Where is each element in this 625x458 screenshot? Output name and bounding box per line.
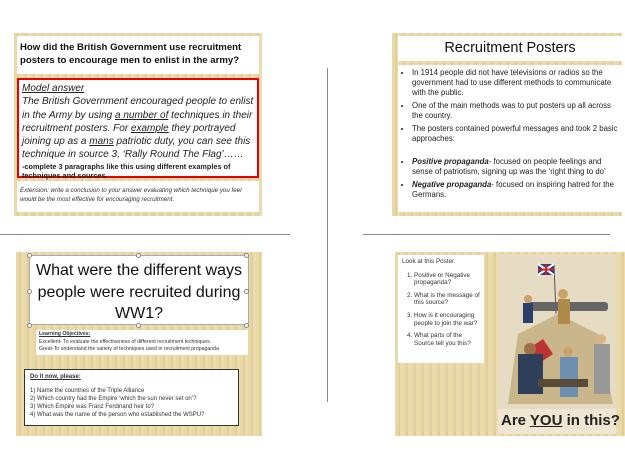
poster-questions <box>398 255 484 363</box>
resize-handle[interactable] <box>27 289 32 294</box>
horizontal-divider-right <box>363 234 610 235</box>
model-answer-instruction: -complete 3 paragraphs like this using different examples of techniques and sources. <box>22 161 231 180</box>
do-now-box <box>24 369 239 426</box>
resize-handle[interactable] <box>136 253 141 258</box>
objective-item: Excellent- To evaluate the effectiveness of different recruitment techniques. <box>39 338 212 345</box>
resize-handle[interactable] <box>244 289 249 294</box>
question-item: 2) Which country had the Empire ‘which the sun never set on’? <box>30 396 197 402</box>
bullet-list <box>398 65 622 212</box>
learning-objectives <box>36 330 248 355</box>
ww1-poster-image <box>498 254 616 434</box>
bullet-item-negative: • Negative propaganda- focused on inspiring hatred for the Germans. <box>412 180 620 200</box>
bullet-item-positive: • Positive propaganda- focused on people feelings and sense of patriotism, signing up was the ‘right thing to do’ <box>412 157 620 177</box>
resize-handle[interactable] <box>136 323 141 328</box>
resize-handle[interactable] <box>244 323 249 328</box>
question-item: 3) Which Empire was Franz Ferdinand heir to? <box>30 404 155 410</box>
resize-handle[interactable] <box>244 253 249 258</box>
do-now-heading: Do it now, please: <box>30 374 81 380</box>
poster-intro: Look at this Poster. <box>402 258 456 265</box>
objective-item: Great-To understand the variety of techniques used in recruitment propaganda <box>39 346 219 352</box>
bullet-item: • In 1914 people did not have televisions or radios so the government had to use different methods to communicate with the public. <box>412 68 620 98</box>
model-answer-heading: Model answer <box>22 83 85 94</box>
question-item: 1. Positive or Negative propaganda? <box>414 272 480 287</box>
poster-slogan: Are YOU in this? <box>501 412 620 429</box>
vertical-divider <box>327 68 328 402</box>
question-item: 4. What parts of the Source tell you this? <box>414 332 480 347</box>
slide-title-selected[interactable]: What were the different ways people were recruited during WW1? <box>29 255 249 325</box>
model-answer-box <box>17 78 259 178</box>
horizontal-divider-left <box>0 234 290 235</box>
slide-question: How did the British Government use recruitment posters to encourage men to enlist in the army? <box>17 36 259 74</box>
slide-title: Recruitment Posters <box>398 36 622 61</box>
question-item: 4) What was the name of the person who established the WSPU? <box>30 412 205 418</box>
question-item: 1) Name the countries of the Triple Alliance <box>30 388 145 394</box>
model-answer-text: The British Government encouraged people to enlist in the Army by using a number of techniques in their recruitment posters. For example they portrayed joining up as a mans patriotic duty, you can see this technique in source 3, ‘Rally Round The Flag’…… <box>22 96 254 161</box>
resize-handle[interactable] <box>27 323 32 328</box>
extension-task: Extension: write a conclusion to your answer evaluating which technique you feel would be the most effective for encouraging recruitment. <box>17 181 259 212</box>
slide-thumbnail-recruitment-posters[interactable] <box>392 33 622 216</box>
slide-thumbnail-poster[interactable] <box>395 252 625 436</box>
objectives-heading: Learning Objectives: <box>39 331 91 337</box>
slide-thumbnail-recruitment-ways[interactable] <box>16 252 262 436</box>
resize-handle[interactable] <box>27 253 32 258</box>
question-item: 2. What is the message of this source? <box>414 292 480 307</box>
bullet-item: • One of the main methods was to put posters up all across the country. <box>412 101 620 121</box>
question-item: 3. How is it encouraging people to join the war? <box>414 312 480 327</box>
slide-thumbnail-model-answer[interactable] <box>14 33 262 216</box>
bullet-item: • The posters contained powerful messages and took 2 basic approaches: <box>412 124 620 144</box>
